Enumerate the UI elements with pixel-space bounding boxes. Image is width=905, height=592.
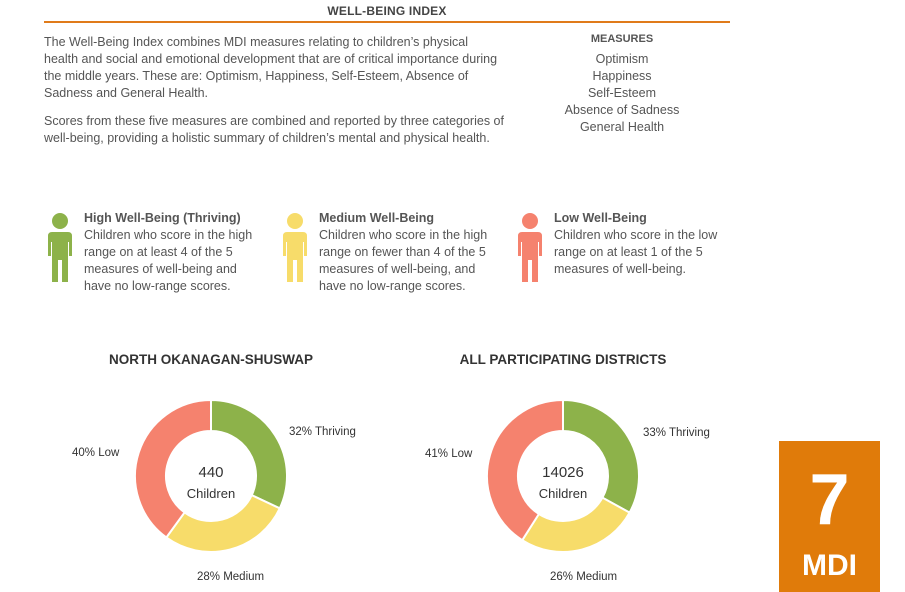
category-title: High Well-Being (Thriving): [84, 211, 241, 225]
donut-slice-medium: [166, 495, 279, 552]
measures-list: [540, 31, 704, 136]
category-description: Children who score in the low range on at least 1 of the 5 measures of well-being.: [554, 228, 718, 276]
category-title: Medium Well-Being: [319, 211, 435, 225]
donut-center-label: Children: [538, 486, 588, 501]
measure-item: Self-Esteem: [587, 86, 657, 100]
donut-slice-medium: [522, 498, 629, 552]
page-badge: [779, 441, 880, 592]
child-figure-icon: [279, 212, 311, 286]
slice-label-medium: 28% Medium: [197, 571, 265, 583]
slice-label-thriving: 32% Thriving: [289, 426, 356, 438]
donut-chart-all-districts: [483, 400, 643, 552]
page-number: 7: [809, 460, 850, 540]
category-description: Children who score in the high range on at least 4 of the 5 measures of well-being and have no low-range scores.: [84, 228, 253, 293]
badge-label: MDI: [802, 549, 857, 582]
header-divider: [44, 21, 730, 23]
slice-label-medium: 26% Medium: [550, 571, 618, 583]
intro-paragraph-2: Scores from these five measures are combined and reported by three categories of well-being, providing a holistic summary of children’s mental and physical health.: [44, 114, 504, 145]
child-figure-icon: [44, 212, 76, 286]
child-figure-icon: [514, 212, 546, 286]
measure-item: Optimism: [595, 52, 649, 66]
donut-center-value: 440: [198, 464, 224, 481]
donut-chart-north-okanagan: [131, 400, 291, 552]
category-description: Children who score in the high range on fewer than 4 of the 5 measures of well-being, and have no low-range scores.: [319, 228, 488, 293]
measure-item: Happiness: [592, 69, 652, 83]
page-header-title: WELL-BEING INDEX: [327, 4, 447, 18]
intro-paragraph-1: The Well-Being Index combines MDI measures relating to children’s physical health and social and emotional development that are of critical importance during the middle years. These are: Optimism, Happiness, Self-Esteem, Absence of Sadness and General Health.: [44, 35, 498, 100]
measure-item: General Health: [579, 120, 665, 134]
donut-center-label: Children: [186, 486, 236, 501]
measures-heading: MEASURES: [590, 33, 654, 45]
chart-title-all-districts: ALL PARTICIPATING DISTRICTS: [459, 352, 667, 367]
measure-item: Absence of Sadness: [564, 103, 680, 117]
category-text: [319, 210, 499, 295]
chart-title-north-okanagan: NORTH OKANAGAN-SHUSWAP: [109, 352, 313, 367]
slice-label-thriving: 33% Thriving: [643, 427, 710, 439]
category-text: [84, 210, 264, 295]
category-text: [554, 210, 734, 278]
category-title: Low Well-Being: [554, 211, 647, 225]
donut-center-value: 14026: [542, 464, 584, 481]
slice-label-low: 40% Low: [72, 447, 120, 459]
slice-label-low: 41% Low: [425, 448, 473, 460]
